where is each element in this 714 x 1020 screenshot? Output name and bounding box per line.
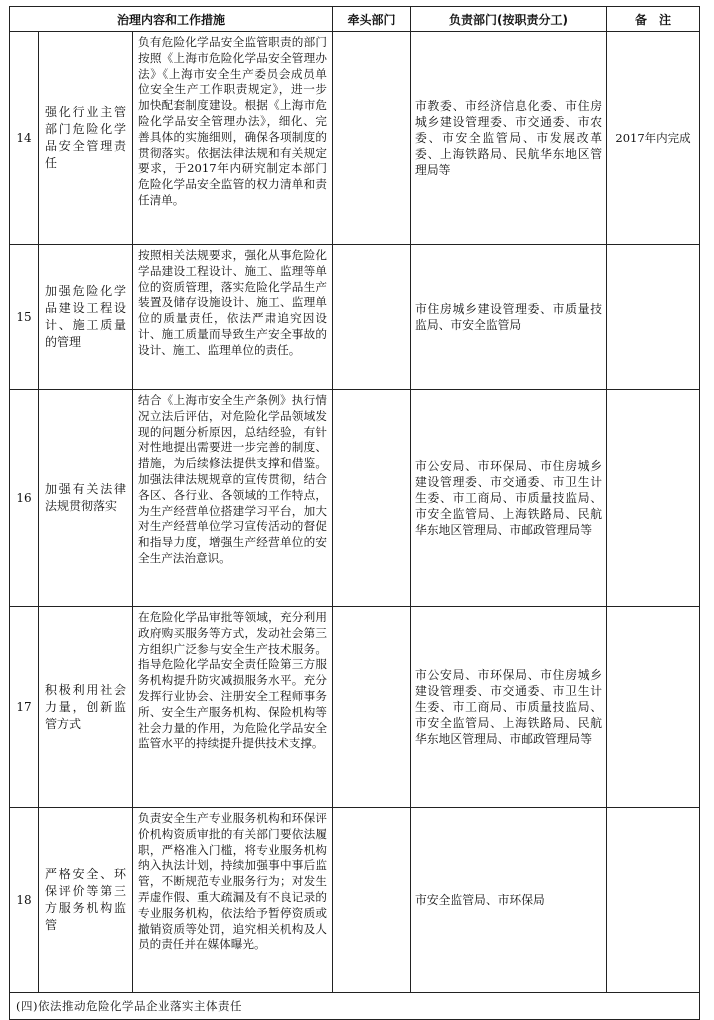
row-number: 14 — [10, 32, 39, 245]
row-measure: 按照相关法规要求，强化从事危险化学品建设工程设计、施工、监理等单位的资质管理，落实危险化学品生产装置及储存设施设计、施工、监理单位的质量责任，依法严肃追究因设计、施工质量而导致生产安全事故的设计、施工、监理单位的责任。 — [133, 245, 333, 390]
governance-table — [9, 6, 700, 1020]
row-note — [607, 390, 700, 607]
row-number: 16 — [10, 390, 39, 607]
row-lead-dept — [333, 808, 411, 993]
row-resp-depts: 市教委、市经济信息化委、市住房城乡建设管理委、市交通委、市农委、市安全监管局、市发展改革委、上海铁路局、民航华东地区管理局等 — [411, 32, 607, 245]
row-measure: 结合《上海市安全生产条例》执行情况立法后评估，对危险化学品领域发现的问题分析原因，总结经验，有针对性地提出需要进一步完善的制度、措施，为后续修法提供支撑和借鉴。加强法律法规规章的宣传贯彻，结合各区、各行业、各领域的工作特点，为生产经营单位搭建学习平台，加大对生产经营单位学习宣传活动的督促和指导力度，增强生产经营单位的安全生产法治意识。 — [133, 390, 333, 607]
row-number: 15 — [10, 245, 39, 390]
table-row — [10, 390, 700, 607]
row-measure: 负有危险化学品安全监管职责的部门按照《上海市危险化学品安全管理办法》《上海市安全生产委员会成员单位安全生产工作职责规定》，进一步加快配套制度建设。根据《上海市危险化学品安全管理办法》，细化、完善具体的实施细则，确保各项制度的贯彻落实。依据法律法规和有关规定要求，于2017年内研究制定本部门危险化学品安全监管的权力清单和责任清单。 — [133, 32, 333, 245]
row-resp-depts: 市住房城乡建设管理委、市质量技监局、市安全监管局 — [411, 245, 607, 390]
row-note — [607, 808, 700, 993]
row-lead-dept — [333, 390, 411, 607]
row-lead-dept — [333, 32, 411, 245]
row-note — [607, 607, 700, 808]
row-item: 强化行业主管部门危险化学品安全管理责任 — [39, 32, 133, 245]
table-row — [10, 607, 700, 808]
row-resp-depts: 市公安局、市环保局、市住房城乡建设管理委、市交通委、市卫生计生委、市工商局、市质量技监局、市安全监管局、上海铁路局、民航华东地区管理局、市邮政管理局等 — [411, 607, 607, 808]
table-row — [10, 245, 700, 390]
row-item: 严格安全、环保评价等第三方服务机构监管 — [39, 808, 133, 993]
header-remarks: 备 注 — [607, 7, 700, 32]
row-number: 17 — [10, 607, 39, 808]
row-lead-dept — [333, 607, 411, 808]
table-row — [10, 32, 700, 245]
header-resp-depts: 负责部门(按职责分工) — [411, 7, 607, 32]
row-note: 2017年内完成 — [607, 32, 700, 245]
table-row — [10, 808, 700, 993]
row-measure: 在危险化学品审批等领域，充分利用政府购买服务等方式，发动社会第三方组织广泛参与安全生产技术服务。指导危险化学品安全责任险第三方服务机构提升防灾减损服务水平。充分发挥行业协会、注册安全工程师事务所、安全生产服务机构、保险机构等社会力量的作用，为危险化学品安全监管水平的持续提升提供技术支撑。 — [133, 607, 333, 808]
row-measure: 负责安全生产专业服务机构和环保评价机构资质审批的有关部门要依法履职，严格准入门槛，将专业服务机构纳入执法计划，持续加强事中事后监管，不断规范专业服务行为；对发生弄虚作假、重大疏漏及有不良记录的专业服务机构，依法给予暂停资质或撤销资质等处罚，追究相关机构及人员的责任并在媒体曝光。 — [133, 808, 333, 993]
row-lead-dept — [333, 245, 411, 390]
header-row — [10, 7, 700, 32]
header-lead-dept: 牵头部门 — [333, 7, 411, 32]
header-content-measures: 治理内容和工作措施 — [10, 7, 333, 32]
row-resp-depts: 市公安局、市环保局、市住房城乡建设管理委、市交通委、市卫生计生委、市工商局、市质量技监局、市安全监管局、上海铁路局、民航华东地区管理局、市邮政管理局等 — [411, 390, 607, 607]
row-item: 积极利用社会力量，创新监管方式 — [39, 607, 133, 808]
row-resp-depts: 市安全监管局、市环保局 — [411, 808, 607, 993]
row-item: 加强有关法律法规贯彻落实 — [39, 390, 133, 607]
section-heading: (四)依法推动危险化学品企业落实主体责任 — [10, 993, 700, 1020]
row-item: 加强危险化学品建设工程设计、施工质量的管理 — [39, 245, 133, 390]
row-number: 18 — [10, 808, 39, 993]
section-footer-row — [10, 993, 700, 1020]
row-note — [607, 245, 700, 390]
